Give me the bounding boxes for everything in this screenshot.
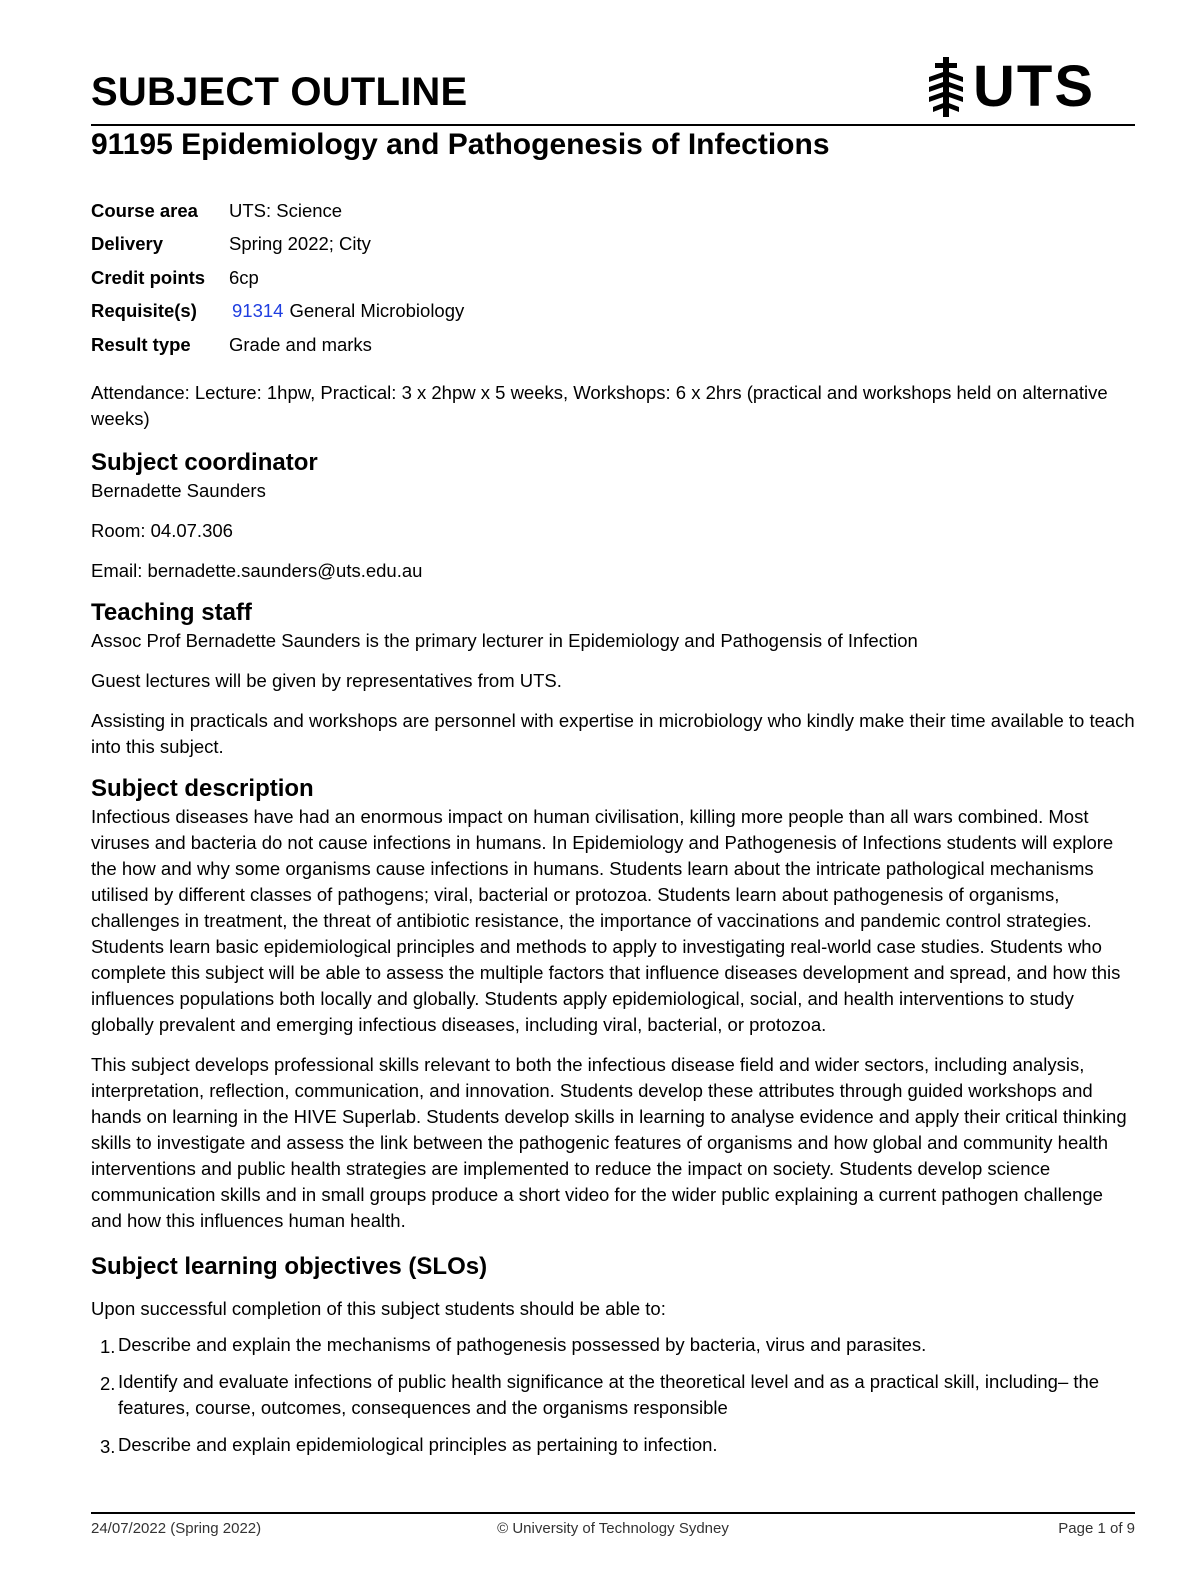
attendance-text: Attendance: Lecture: 1hpw, Practical: 3 x 2hpw x 5 weeks, Workshops: 6 x 2hrs (practical and workshops held on alternative weeks) (91, 381, 1108, 429)
footer-date: 24/07/2022 (Spring 2022) (91, 1520, 262, 1537)
requisite-name: General Microbiology (289, 300, 465, 322)
objectives-intro: Upon successful completion of this subject students should be able to: (91, 1297, 666, 1319)
uts-crest-icon (927, 57, 965, 117)
details-row (91, 228, 464, 262)
objective-text: Describe and explain epidemiological principles as pertaining to infection. (118, 1433, 718, 1455)
header-divider (91, 124, 1135, 126)
document-body (91, 194, 1135, 1469)
details-value: Grade and marks (229, 333, 372, 355)
document-page (91, 0, 1135, 1590)
objective-item (91, 1369, 1135, 1421)
details-key: Credit points (91, 266, 206, 288)
description-paragraph: Infectious diseases have had an enormous impact on human civilisation, killing more people than all wars combined. Most viruses and bacteria do not cause infections in humans. In Epidemiology and Pathogenesis of Infections students will explore the how and why some organisms cause infections in humans. Students learn about the intricate pathological mechanisms utilised by different classes of pathogens; viral, bacterial or protozoa. Students learn about pathogenesis of organisms, challenges in treatment, the threat of antibiotic resistance, the importance of vaccinations and pandemic control strategies. Students learn basic epidemiological principles and methods to apply to investigating real-world case studies. Students who complete this subject will be able to assess the multiple factors that influence diseases development and spread, and how this influences populations both locally and globally. Students apply epidemiological, social, and health interventions to study globally prevalent and emerging infectious diseases, including viral, bacterial, or protozoa. (91, 805, 1121, 1035)
details-key: Delivery (91, 233, 163, 255)
description-paragraph: This subject develops professional skills relevant to both the infectious disease field and wider sectors, including analysis, interpretation, reflection, communication, and innovation. Students develop these attributes through guided workshops and hands on learning in the HIVE Superlab. Students develop skills in learning to analyse evidence and apply their critical thinking skills to investigate and assess the link between the pathogenic features of organisms and how global and community health interventions and public health strategies are implemented to reduce the impact on society. Students develop science communication skills and in small groups produce a short video for the wider public explaining a current pathogen challenge and how this influences human health. (91, 1053, 1127, 1231)
details-row (91, 295, 464, 329)
details-value: UTS: Science (229, 199, 343, 221)
details-value: Spring 2022; City (229, 233, 371, 255)
details-row (91, 194, 464, 228)
objective-item (91, 1332, 1135, 1358)
subject-details-table (91, 194, 464, 362)
objective-text: Describe and explain the mechanisms of pathogenesis possessed by bacteria, virus and parasites. (118, 1333, 927, 1355)
footer-copyright: © University of Technology Sydney (497, 1520, 729, 1537)
details-value (229, 295, 464, 329)
details-key: Requisite(s) (91, 300, 197, 322)
coordinator-email: Email: bernadette.saunders@uts.edu.au (91, 559, 423, 581)
uts-logo (927, 52, 1095, 122)
objectives-heading: Subject learning objectives (SLOs) (91, 1252, 488, 1280)
coordinator-room: Room: 04.07.306 (91, 519, 233, 541)
coordinator-name: Bernadette Saunders (91, 479, 266, 501)
footer-page-number: Page 1 of 9 (1058, 1520, 1135, 1537)
description-heading: Subject description (91, 774, 314, 802)
coordinator-heading: Subject coordinator (91, 448, 318, 476)
document-title: SUBJECT OUTLINE (91, 70, 468, 114)
subject-title: 91195 Epidemiology and Pathogenesis of Infections (91, 128, 830, 161)
details-key: Result type (91, 333, 191, 355)
details-value: 6cp (229, 266, 259, 288)
teaching-paragraph: Assoc Prof Bernadette Saunders is the primary lecturer in Epidemiology and Pathogensis of Infection (91, 629, 918, 651)
footer-divider (91, 1512, 1135, 1514)
objective-number: 2. (100, 1372, 116, 1394)
objective-number: 1. (100, 1335, 116, 1357)
details-key: Course area (91, 199, 198, 221)
teaching-paragraph: Guest lectures will be given by representatives from UTS. (91, 669, 562, 691)
details-row (91, 328, 464, 362)
objective-text: Identify and evaluate infections of public health significance at the theoretical level and as a practical skill, including– the features, course, outcomes, consequences and the organisms responsible (118, 1370, 1100, 1418)
teaching-staff-heading: Teaching staff (91, 598, 252, 626)
requisite-link[interactable]: 91314 (232, 300, 284, 322)
objective-item (91, 1432, 1135, 1458)
objective-number: 3. (100, 1435, 116, 1457)
logo-text: UTS (973, 54, 1095, 119)
objectives-list (91, 1332, 1135, 1458)
details-row (91, 261, 464, 295)
teaching-paragraph: Assisting in practicals and workshops are personnel with expertise in microbiology who kindly make their time available to teach into this subject. (91, 709, 1135, 757)
